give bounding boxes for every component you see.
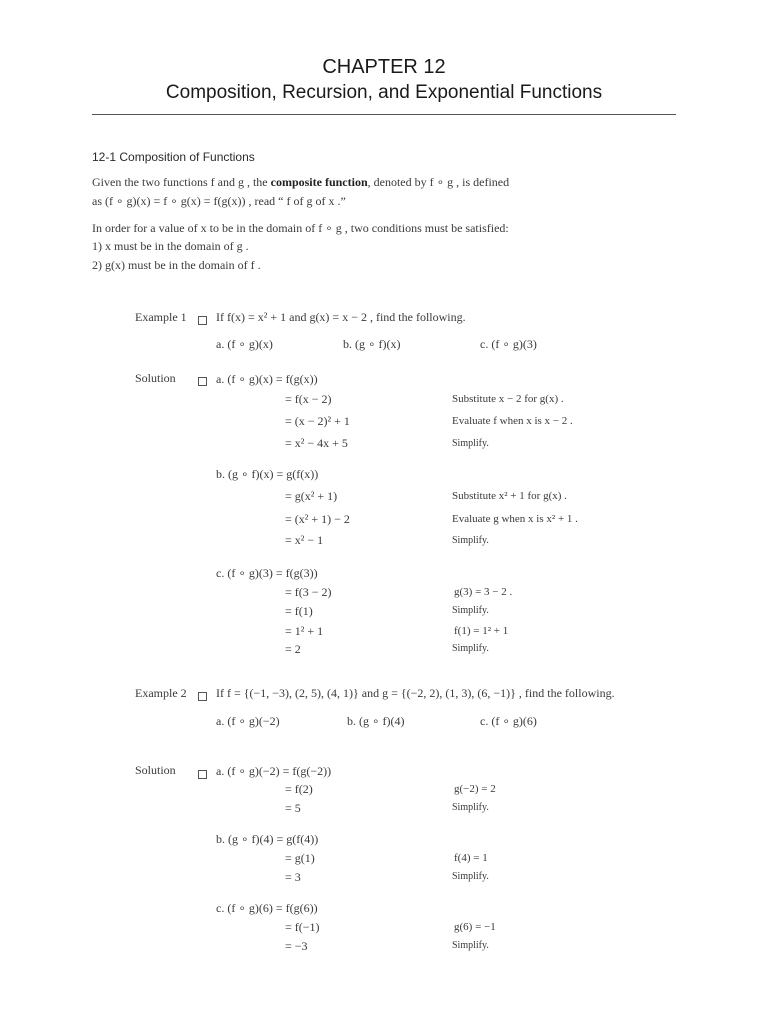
ex2-b-note: f(4) = 1: [454, 852, 488, 864]
ex2-c-step: = −3: [285, 939, 308, 953]
ex2-a-note: g(−2) = 2: [454, 783, 496, 795]
ex1-a-note: Evaluate f when x is x − 2 .: [452, 415, 573, 427]
ex2-b-step: = g(1): [285, 851, 315, 865]
definition-text-a: Given the two functions f and g , the: [92, 175, 271, 189]
chapter-title: Composition, Recursion, and Exponential Functions: [165, 82, 603, 103]
example-2-part-b: b. (g ∘ f)(4): [347, 714, 405, 728]
chapter-number: CHAPTER 12: [322, 56, 446, 78]
ex1-a-step: = x² − 4x + 5: [285, 436, 348, 450]
ex1-a-step: = (x − 2)² + 1: [285, 414, 350, 428]
ex1-a-note: Substitute x − 2 for g(x) .: [452, 393, 564, 405]
ex1-c-note: Simplify.: [452, 643, 489, 654]
ex1-c-note: f(1) = 1² + 1: [454, 625, 509, 637]
ex1-b-step: = x² − 1: [285, 533, 324, 547]
solution-2-box: [198, 766, 207, 784]
ex2-b-head: b. (g ∘ f)(4) = g(f(4)): [216, 832, 319, 846]
ex1-c-step: = 1² + 1: [285, 624, 324, 638]
example-1-label: Example 1: [135, 310, 187, 324]
ex1-a-head: a. (f ∘ g)(x) = f(g(x)): [216, 372, 318, 386]
definition-term: composite function: [270, 175, 368, 189]
domain-condition-1: 1) x must be in the domain of g .: [92, 239, 249, 253]
example-1-box: [198, 312, 207, 330]
ex2-b-step: = 3: [285, 870, 301, 884]
ex2-c-head: c. (f ∘ g)(6) = f(g(6)): [216, 901, 318, 915]
ex2-c-note: g(6) = −1: [454, 921, 496, 933]
ex1-b-step: = (x² + 1) − 2: [285, 512, 350, 526]
example-1-solution-label: Solution: [135, 371, 176, 385]
ex2-a-step: = 5: [285, 801, 301, 815]
ex1-b-note: Substitute x² + 1 for g(x) .: [452, 490, 567, 502]
solution-1-box: [198, 373, 207, 391]
example-1-part-b: b. (g ∘ f)(x): [343, 337, 401, 351]
ex1-c-step: = f(1): [285, 604, 313, 618]
header-rule: [92, 114, 676, 115]
ex2-a-head: a. (f ∘ g)(−2) = f(g(−2)): [216, 764, 332, 778]
ex1-c-note: Simplify.: [452, 605, 489, 616]
ex1-c-note: g(3) = 3 − 2 .: [454, 586, 513, 598]
definition-line-1: [92, 175, 509, 190]
definition-text-b: , denoted by f ∘ g , is defined: [367, 175, 510, 189]
example-1-part-c: c. (f ∘ g)(3): [480, 337, 537, 351]
ex1-b-step: = g(x² + 1): [285, 489, 338, 503]
ex1-a-note: Simplify.: [452, 438, 489, 449]
ex1-a-step: = f(x − 2): [285, 392, 332, 406]
ex1-b-note: Evaluate g when x is x² + 1 .: [452, 513, 578, 525]
domain-intro: In order for a value of x to be in the domain of f ∘ g , two conditions must be satisfied:: [92, 221, 509, 235]
example-1-statement: If f(x) = x² + 1 and g(x) = x − 2 , find the following.: [216, 310, 466, 324]
ex1-c-step: = 2: [285, 642, 301, 656]
example-2-part-c: c. (f ∘ g)(6): [480, 714, 537, 728]
ex1-b-head: b. (g ∘ f)(x) = g(f(x)): [216, 467, 319, 481]
section-title: 12-1 Composition of Functions: [92, 150, 255, 164]
ex2-a-note: Simplify.: [452, 802, 489, 813]
ex2-b-note: Simplify.: [452, 871, 489, 882]
domain-condition-2: 2) g(x) must be in the domain of f .: [92, 258, 261, 272]
ex1-c-step: = f(3 − 2): [285, 585, 332, 599]
ex2-c-note: Simplify.: [452, 940, 489, 951]
example-2-statement: If f = {(−1, −3), (2, 5), (4, 1)} and g = {(−2, 2), (1, 3), (6, −1)} , find the following.: [216, 686, 615, 700]
ex1-c-head: c. (f ∘ g)(3) = f(g(3)): [216, 566, 318, 580]
example-2-label: Example 2: [135, 686, 187, 700]
example-2-box: [198, 688, 207, 706]
ex1-b-note: Simplify.: [452, 535, 489, 546]
example-2-solution-label: Solution: [135, 763, 176, 777]
example-1-part-a: a. (f ∘ g)(x): [216, 337, 273, 351]
definition-line-2: as (f ∘ g)(x) = f ∘ g(x) = f(g(x)) , read “ f of g of x .”: [92, 194, 346, 208]
example-2-part-a: a. (f ∘ g)(−2): [216, 714, 280, 728]
ex2-a-step: = f(2): [285, 782, 313, 796]
ex2-c-step: = f(−1): [285, 920, 320, 934]
